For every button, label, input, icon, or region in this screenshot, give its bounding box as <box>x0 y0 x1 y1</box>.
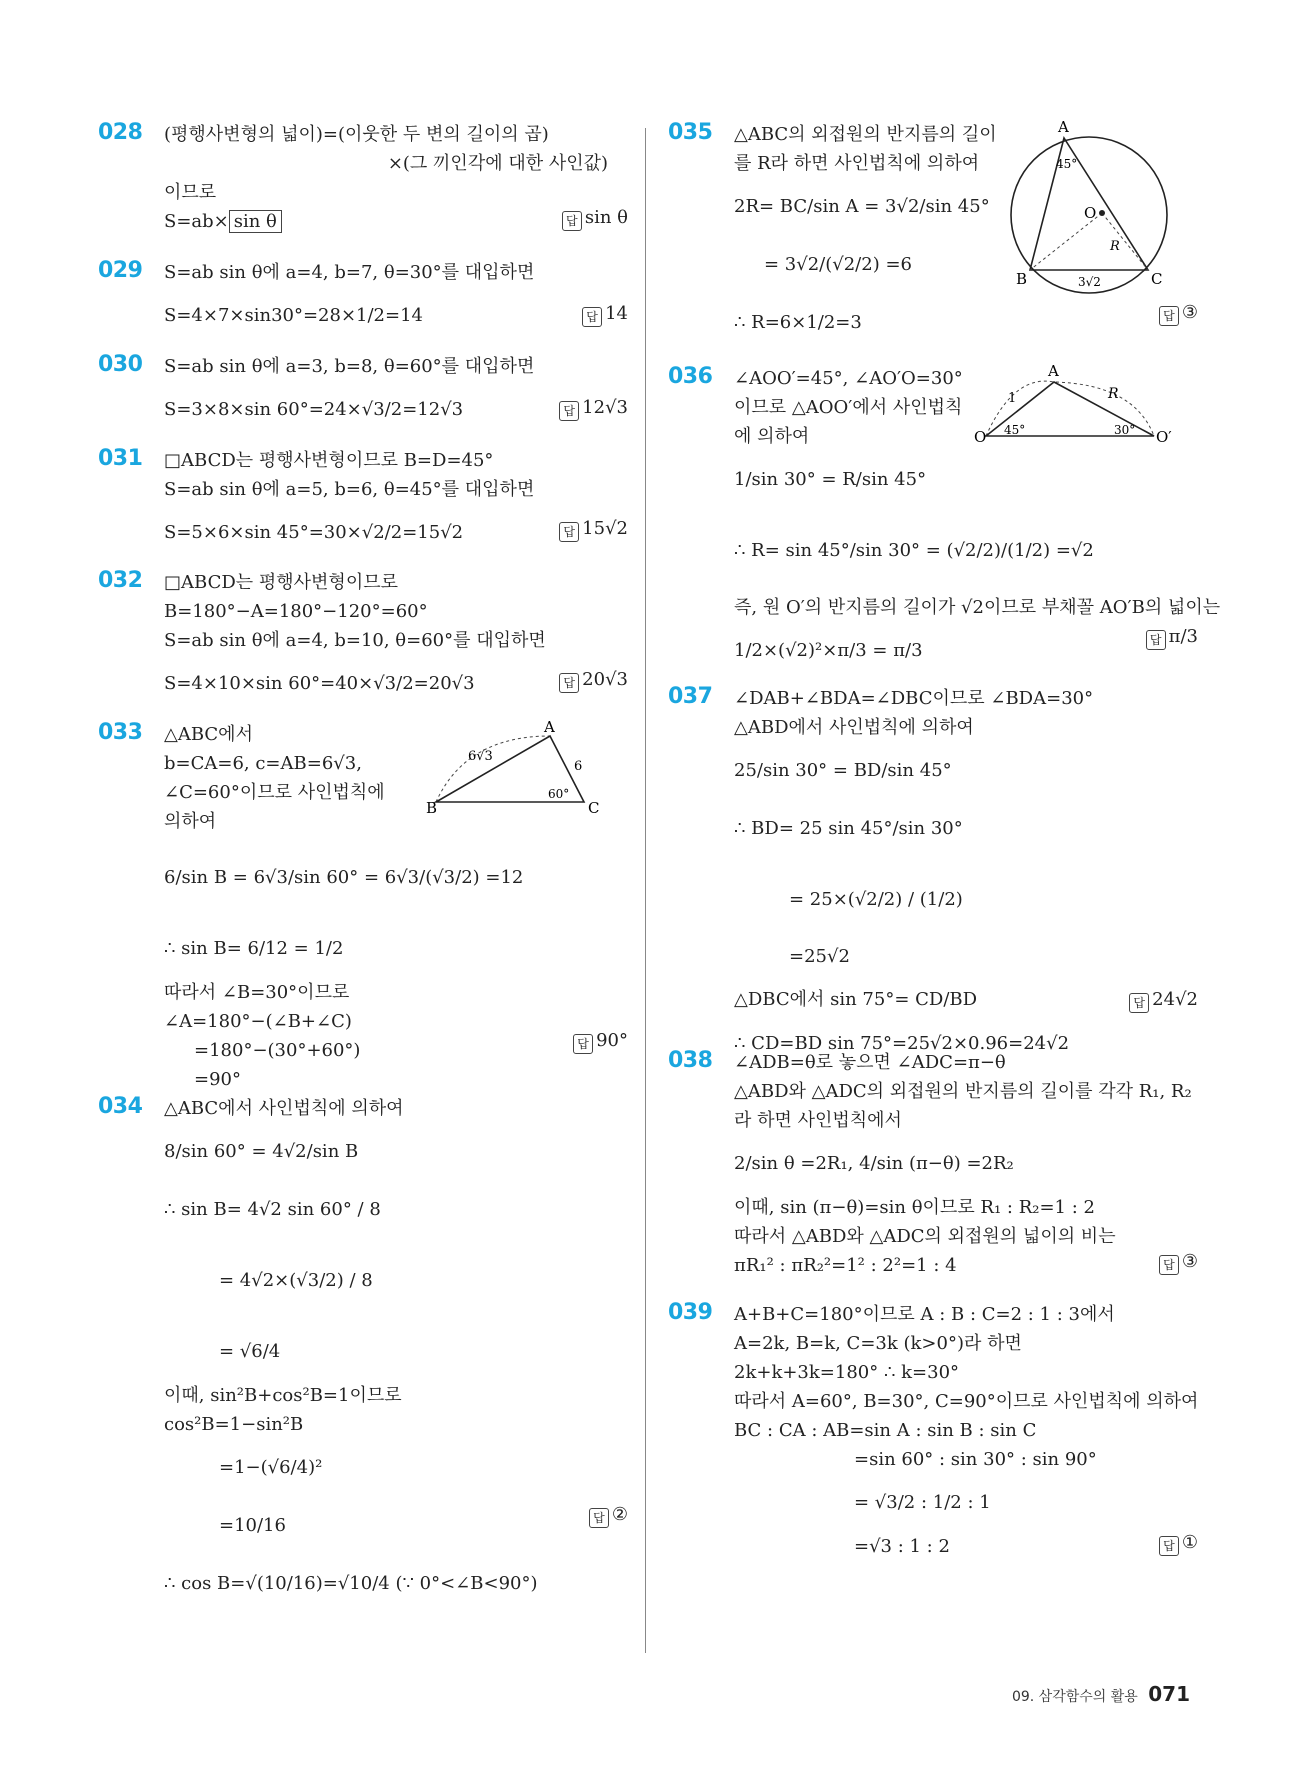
answer-icon: 답 <box>582 307 602 327</box>
answer-icon: 답 <box>1129 993 1149 1013</box>
text-line: 따라서 △ABD와 △ADC의 외접원의 넓이의 비는 <box>734 1226 1116 1247</box>
answer-icon: 답 <box>1146 630 1166 650</box>
angle-o2-label: 30° <box>1114 423 1136 437</box>
side-oa-label: 1 <box>1008 391 1017 406</box>
vertex-c-label: C <box>588 799 600 817</box>
text-line: 따라서 A=60°, B=30°, C=90°이므로 사인법칙에 의하여 <box>734 1391 1199 1412</box>
text-line: ∴ CD=BD sin 75°=25√2×0.96=24√2 <box>734 1033 1070 1054</box>
center-point <box>1099 210 1105 216</box>
page-number: 071 <box>1148 1682 1190 1706</box>
text-line: = √3/2 : 1/2 : 1 <box>854 1492 991 1513</box>
text-line: △ABC의 외접원의 반지름의 길이 <box>734 124 997 145</box>
answer-icon: 답 <box>589 1508 609 1528</box>
text-line: A=2k, B=k, C=3k (k>0°)라 하면 <box>734 1333 1022 1354</box>
vertex-b-label: B <box>426 799 438 817</box>
problem-033 <box>98 720 628 1090</box>
text-line: (평행사변형의 넓이)=(이웃한 두 변의 길이의 곱) <box>164 124 549 145</box>
problem-029 <box>98 258 628 326</box>
text-line: πR₁² : πR₂²=1² : 2²=1 : 4 <box>734 1255 957 1276</box>
text-line: △ABC에서 사인법칙에 의하여 <box>164 1098 404 1119</box>
text-line: S=ab sin θ에 a=4, b=10, θ=60°를 대입하면 <box>164 630 546 651</box>
answer-icon: 답 <box>559 673 579 693</box>
side-ab-label: 6√3 <box>468 749 493 764</box>
center-o-label: O <box>1084 204 1097 222</box>
text-line: S=ab sin θ에 a=4, b=7, θ=30°를 대입하면 <box>164 262 535 283</box>
text-line: cos²B=1−sin²B <box>164 1414 304 1435</box>
text-line: ∴ sin B= 6/12 = 1/2 <box>164 938 344 959</box>
text-line: ∴ sin B= 4√2 sin 60° / 8 <box>164 1199 381 1220</box>
text-line: S=3×8×sin 60°=24×√3/2=12√3 <box>164 399 464 420</box>
text-line: ∠DAB+∠BDA=∠DBC이므로 ∠BDA=30° <box>734 688 1094 709</box>
angle-c-label: 60° <box>548 787 570 801</box>
triangle-figure-036 <box>974 364 1174 458</box>
text-line: 의하여 <box>164 811 217 832</box>
text-line: B=180°−A=180°−120°=60° <box>164 601 428 622</box>
text-line: 이므로 △AOO′에서 사인법칙 <box>734 397 963 418</box>
vertex-o2-label: O′ <box>1156 428 1172 446</box>
problem-038 <box>668 1048 1198 1276</box>
radius-label: R <box>1108 386 1119 402</box>
text-line: =25√2 <box>789 946 850 967</box>
chapter-title: 09. 삼각함수의 활용 <box>1011 1689 1138 1705</box>
answer: 답 20√3 <box>559 669 628 693</box>
text-line: S=5×6×sin 45°=30×√2/2=15√2 <box>164 522 464 543</box>
problem-number: 038 <box>668 1048 713 1073</box>
answer: 답 ② <box>589 1504 628 1528</box>
problem-036 <box>668 364 1221 661</box>
problem-number: 028 <box>98 120 143 145</box>
side-bc-label: 3√2 <box>1078 275 1101 289</box>
vertex-b-label: B <box>1016 270 1028 288</box>
problem-number: 039 <box>668 1300 713 1325</box>
answer: 답 sin θ <box>562 207 628 231</box>
problem-030 <box>98 352 628 420</box>
left-column <box>98 120 628 1594</box>
answer: 답 ③ <box>1159 302 1198 326</box>
text-line: =90° <box>194 1069 241 1090</box>
answer: 답 12√3 <box>559 397 628 421</box>
side-ac-label: 6 <box>574 759 583 774</box>
circle-figure-035 <box>1004 120 1174 304</box>
formula: S=ab× <box>164 211 229 232</box>
text-line: A+B+C=180°이므로 A : B : C=2 : 1 : 3에서 <box>734 1304 1115 1325</box>
answer-icon: 답 <box>1159 306 1179 326</box>
text-line: 따라서 ∠B=30°이므로 <box>164 982 350 1003</box>
column-divider <box>645 128 646 1653</box>
text-line: 이때, sin (π−θ)=sin θ이므로 R₁ : R₂=1 : 2 <box>734 1197 1095 1218</box>
problem-039 <box>668 1300 1199 1557</box>
text-line: = √6/4 <box>219 1341 281 1362</box>
problem-028 <box>98 120 628 232</box>
answer-icon: 답 <box>1159 1536 1179 1556</box>
vertex-o-label: O <box>974 428 987 446</box>
page-footer <box>1012 1682 1190 1706</box>
angle-a-label: 45° <box>1056 157 1078 171</box>
answer: 답 14 <box>582 303 628 327</box>
problem-number: 032 <box>98 568 143 593</box>
text-line: S=ab sin θ에 a=5, b=6, θ=45°를 대입하면 <box>164 479 535 500</box>
text-line: ∴ R=6×1/2=3 <box>734 312 862 333</box>
text-line: 라 하면 사인법칙에서 <box>734 1110 902 1131</box>
text-line: 2k+k+3k=180° ∴ k=30° <box>734 1362 960 1383</box>
text-line: = 25×(√2/2) / (1/2) <box>789 889 963 910</box>
text-line: ×(그 끼인각에 대한 사인값) <box>387 153 608 174</box>
text-line: =10/16 <box>219 1515 286 1536</box>
text-line: = 4√2×(√3/2) / 8 <box>219 1270 373 1291</box>
text-line: =sin 60° : sin 30° : sin 90° <box>854 1449 1097 1470</box>
problem-034 <box>98 1094 628 1594</box>
answer: 답 90° <box>573 1030 628 1054</box>
text-line: ∠AOO′=45°, ∠AO′O=30° <box>734 368 963 389</box>
text-line: □ABCD는 평행사변형이므로 <box>164 572 398 593</box>
text-line: 에 의하여 <box>734 426 810 447</box>
text-line: △DBC에서 sin 75°= CD/BD <box>734 989 978 1010</box>
text-line: △ABD와 △ADC의 외접원의 반지름의 길이를 각각 R₁, R₂ <box>734 1081 1192 1102</box>
text-line: =1−(√6/4)² <box>219 1457 323 1478</box>
text-line: ∴ R= sin 45°/sin 30° = (√2/2)/(1/2) =√2 <box>734 540 1094 561</box>
text-line: 2/sin θ =2R₁, 4/sin (π−θ) =2R₂ <box>734 1153 1014 1174</box>
answer: 답 ① <box>1159 1532 1198 1556</box>
problem-number: 035 <box>668 120 713 145</box>
text-line: △ABD에서 사인법칙에 의하여 <box>734 717 974 738</box>
problem-number: 030 <box>98 352 143 377</box>
text-line: S=ab sin θ에 a=3, b=8, θ=60°를 대입하면 <box>164 356 535 377</box>
text-line: ∴ cos B=√(10/16)=√10/4 (∵ 0°<∠B<90°) <box>164 1573 538 1594</box>
problem-035 <box>668 120 1198 333</box>
problem-number: 033 <box>98 720 143 745</box>
problem-032 <box>98 568 628 694</box>
text-line <box>164 207 628 236</box>
text-line: ∠ADB=θ로 놓으면 ∠ADC=π−θ <box>734 1052 1006 1073</box>
vertex-a-label: A <box>544 720 555 736</box>
problem-number: 031 <box>98 446 143 471</box>
text-line: = 3√2/(√2/2) =6 <box>764 254 912 275</box>
text-line: ∠A=180°−(∠B+∠C) <box>164 1011 352 1032</box>
text-line: b=CA=6, c=AB=6√3, <box>164 753 362 774</box>
answer-icon: 답 <box>559 522 579 542</box>
text-line: 1/sin 30° = R/sin 45° <box>734 469 927 490</box>
triangle-figure-033 <box>426 720 636 824</box>
text-line: □ABCD는 평행사변형이므로 B=D=45° <box>164 450 494 471</box>
text-line: S=4×7×sin30°=28×1/2=14 <box>164 305 423 326</box>
answer: 답 24√2 <box>1129 989 1198 1013</box>
right-column <box>668 120 1221 1574</box>
vertex-a-label: A <box>1058 120 1069 136</box>
text-line: 이때, sin²B+cos²B=1이므로 <box>164 1385 402 1406</box>
text-line: 즉, 원 O′의 반지름의 길이가 √2이므로 부채꼴 AO′B의 넓이는 <box>734 597 1221 618</box>
radius-line <box>1102 213 1148 270</box>
answer-icon: 답 <box>559 401 579 421</box>
problem-031 <box>98 446 628 543</box>
problem-number: 034 <box>98 1094 143 1119</box>
text-line: 6/sin B = 6√3/sin 60° = 6√3/(√3/2) =12 <box>164 867 524 888</box>
answer: 답 π/3 <box>1146 626 1198 650</box>
text-line: S=4×10×sin 60°=40×√3/2=20√3 <box>164 673 475 694</box>
text-line: ∴ BD= 25 sin 45°/sin 30° <box>734 818 963 839</box>
answer: 답 15√2 <box>559 518 628 542</box>
text-line: ∠C=60°이므로 사인법칙에 <box>164 782 385 803</box>
vertex-a-label: A <box>1048 364 1059 380</box>
text-line: 25/sin 30° = BD/sin 45° <box>734 760 952 781</box>
text-line: =√3 : 1 : 2 <box>854 1536 950 1557</box>
problem-number: 029 <box>98 258 143 283</box>
problem-number: 036 <box>668 364 713 389</box>
text-line: 를 R라 하면 사인법칙에 의하여 <box>734 153 980 174</box>
angle-o-label: 45° <box>1004 423 1026 437</box>
problem-037 <box>668 684 1198 1054</box>
answer-icon: 답 <box>562 211 582 231</box>
answer: 답 ③ <box>1159 1251 1198 1275</box>
text-line: =180°−(30°+60°) <box>194 1040 361 1061</box>
text-line: 2R= BC/sin A = 3√2/sin 45° <box>734 196 990 217</box>
problem-number: 037 <box>668 684 713 709</box>
text-line: 1/2×(√2)²×π/3 = π/3 <box>734 640 923 661</box>
vertex-c-label: C <box>1151 270 1163 288</box>
radius-label: R <box>1110 239 1120 254</box>
answer-icon: 답 <box>1159 1255 1179 1275</box>
text-line: 이므로 <box>164 182 217 203</box>
text-line: △ABC에서 <box>164 724 253 745</box>
boxed-term: sin θ <box>229 210 282 233</box>
text-line: BC : CA : AB=sin A : sin B : sin C <box>734 1420 1037 1441</box>
answer-icon: 답 <box>573 1034 593 1054</box>
text-line: 8/sin 60° = 4√2/sin B <box>164 1141 359 1162</box>
